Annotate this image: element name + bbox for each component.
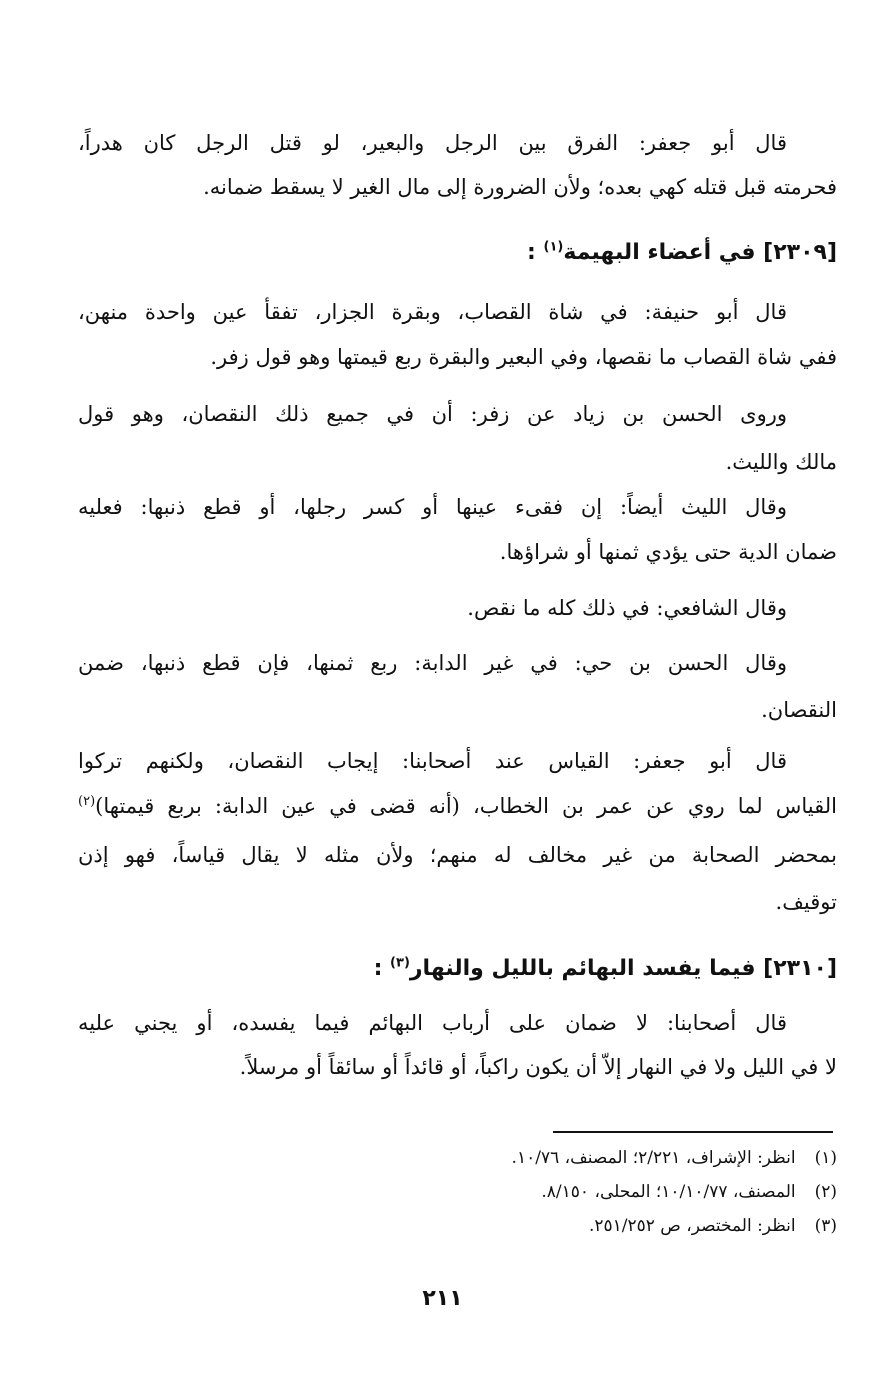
text-line: لا في الليل ولا في النهار إلاّ أن يكون راكباً، أو قائداً أو سائقاً أو مرسلاً. <box>239 1055 837 1079</box>
footnote-text: المصنف، ١٠/١٠/٧٧؛ المحلى، ٨/١٥٠. <box>541 1182 796 1202</box>
footnote-ref: (١) <box>543 239 564 255</box>
text-line: مالك والليث. <box>725 450 837 474</box>
text-line: قال أصحابنا: لا ضمان على أرباب البهائم فيما يفسده، أو يجني عليه <box>78 1011 787 1035</box>
footnote-separator <box>553 1131 833 1133</box>
section-title: فيما يفسد البهائم بالليل والنهار <box>409 956 756 981</box>
text-line: ففي شاة القصاب ما نقصها، وفي البعير والبقرة ربع قيمتها وهو قول زفر. <box>210 345 837 369</box>
footnote <box>78 1180 837 1204</box>
text-line: قال أبو جعفر: الفرق بين الرجل والبعير، لو قتل الرجل كان هدراً، <box>78 131 787 155</box>
heading-colon: : <box>373 956 383 981</box>
footnote-text: انظر: المختصر، ص ٢٥١/٢٥٢. <box>588 1216 796 1236</box>
heading-colon: : <box>527 240 536 265</box>
text-line: النقصان. <box>761 698 837 722</box>
footnote <box>78 1146 837 1170</box>
footnote-number: (١) <box>814 1148 837 1168</box>
text-line: بمحضر الصحابة من غير مخالف له منهم؛ ولأن مثله لا يقال قياساً، فهو إذن <box>78 843 837 867</box>
text-line: قال أبو جعفر: القياس عند أصحابنا: إيجاب النقصان، ولكنهم تركوا <box>78 749 787 773</box>
text-line: قال أبو حنيفة: في شاة القصاب، وبقرة الجزار، تفقأ عين واحدة منهن، <box>78 300 787 324</box>
footnote-ref: (٢) <box>78 794 96 809</box>
text-line <box>78 791 837 821</box>
section-heading-2310 <box>78 953 837 985</box>
text-line: توقيف. <box>775 890 837 914</box>
section-number: [٢٣١٠] <box>763 956 837 981</box>
text-line: وروى الحسن بن زياد عن زفر: أن في جميع ذلك النقصان، وهو قول <box>78 402 787 426</box>
text-line: ضمان الدية حتى يؤدي ثمنها أو شراؤها. <box>499 540 837 564</box>
section-number: [٢٣٠٩] <box>763 240 837 265</box>
footnote-ref: (٣) <box>390 955 410 971</box>
footnote-text: انظر: الإشراف، ٢/٢٢١؛ المصنف، ١٠/٧٦. <box>511 1148 796 1168</box>
text-line: وقال الليث أيضاً: إن فقىء عينها أو كسر رجلها، أو قطع ذنبها: فعليه <box>78 495 787 519</box>
section-title: في أعضاء البهيمة <box>563 240 756 265</box>
text-line: وقال الشافعي: في ذلك كله ما نقص. <box>467 596 787 620</box>
footnote <box>78 1214 837 1238</box>
text-line: فحرمته قبل قتله كهي بعده؛ ولأن الضرورة إلى مال الغير لا يسقط ضمانه. <box>203 175 837 199</box>
page-number: ٢١١ <box>422 1286 463 1311</box>
footnote-number: (٣) <box>814 1216 837 1236</box>
section-heading-2309 <box>78 237 837 269</box>
text-line: وقال الحسن بن حي: في غير الدابة: ربع ثمنها، فإن قطع ذنبها، ضمن <box>78 651 787 675</box>
text-line-content: القياس لما روي عن عمر بن الخطاب، (أنه قضى في عين الدابة: بربع قيمتها) <box>95 794 837 818</box>
footnote-number: (٢) <box>814 1182 837 1202</box>
